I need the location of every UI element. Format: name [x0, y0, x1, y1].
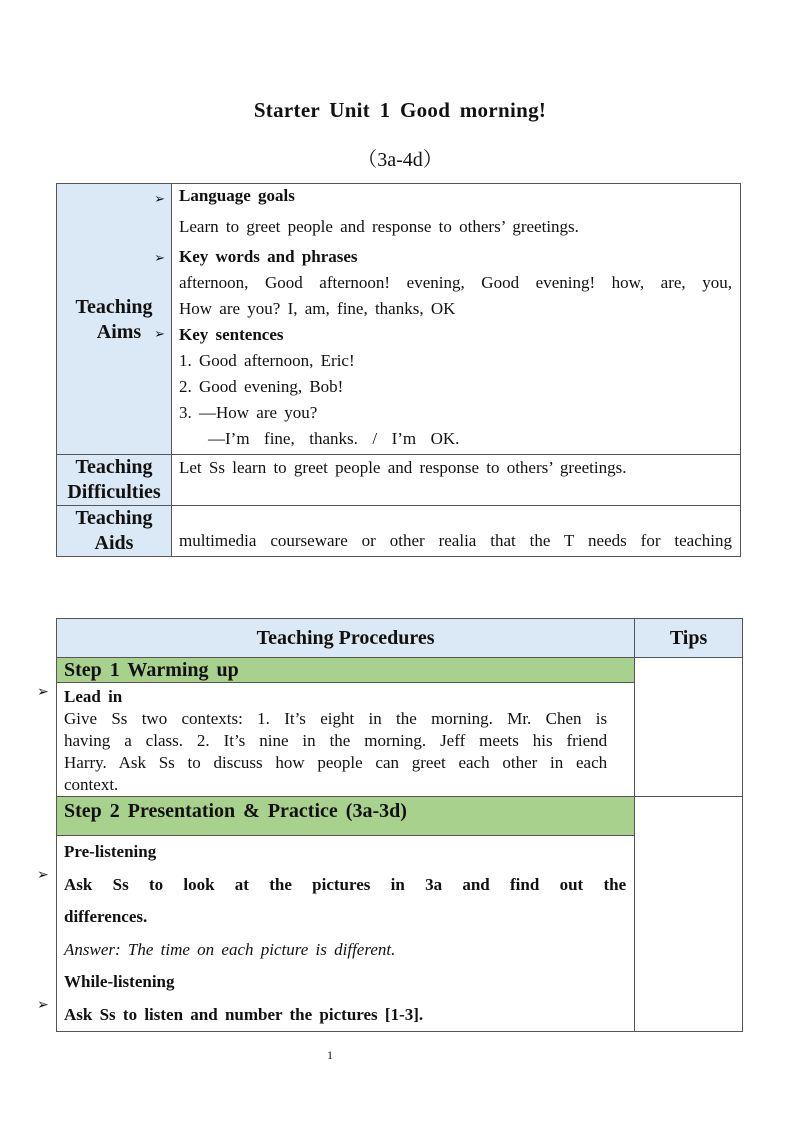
language-goals-heading: Language goals [179, 186, 295, 205]
bullet-arrow-icon: ➢ [37, 867, 49, 883]
key-words-heading: Key words and phrases [179, 247, 358, 266]
step2-title-row [57, 797, 743, 836]
procedures-heading: Teaching Procedures [57, 619, 635, 658]
language-goals-text: Learn to greet people and response to others’ greetings. [179, 217, 579, 236]
step2-title: Step 2 Presentation & Practice (3a-3d) [57, 797, 635, 836]
difficulties-text: Let Ss learn to greet people and response to others’ greetings. [179, 458, 627, 477]
sentence-line: —I’m fine, thanks. / I’m OK. [179, 429, 460, 448]
sentence-line: 3. —How are you? [179, 403, 318, 422]
aims-row [57, 184, 741, 455]
aims-label-cell [57, 184, 172, 455]
aims-content [172, 184, 741, 455]
step2-tips-cell [635, 797, 743, 1032]
step1-line: Give Ss two contexts: 1. It’s eight in the morning. Mr. Chen is [64, 709, 608, 728]
sentence-line: 2. Good evening, Bob! [179, 377, 344, 396]
step1-body [57, 683, 635, 797]
page-number: 1 [327, 1048, 333, 1062]
while-listening-heading: While-listening [64, 972, 175, 991]
key-words-line: How are you? I, am, fine, thanks, OK [179, 299, 456, 318]
step1-title: Step 1 Warming up [57, 658, 635, 683]
step1-line: Harry. Ask Ss to discuss how people can greet each other in each [64, 753, 608, 772]
step1-line: context. [64, 775, 119, 794]
key-words-line: afternoon, Good afternoon! evening, Good evening! how, are, you, [179, 273, 732, 292]
answer-line: Answer: The time on each picture is different. [64, 939, 396, 959]
step1-tips-cell [635, 658, 743, 797]
aims-label: Teaching Aims [75, 296, 153, 343]
step1-line: having a class. 2. It’s nine in the morning. Jeff meets his friend [64, 731, 608, 750]
aims-table [56, 183, 741, 557]
task-line: differences. [64, 907, 148, 926]
sentence-line: 1. Good afternoon, Eric! [179, 351, 355, 370]
aids-content [172, 506, 741, 557]
aids-label: Teaching Aids [57, 506, 172, 557]
procedures-table [56, 618, 743, 1032]
task-line: Ask Ss to listen and number the pictures [1-3]. [64, 1004, 424, 1024]
difficulties-label: Teaching Difficulties [57, 455, 172, 506]
bullet-arrow-icon: ➢ [37, 997, 49, 1013]
bullet-arrow-icon: ➢ [154, 192, 165, 207]
bullet-arrow-icon: ➢ [37, 684, 49, 700]
bullet-arrow-icon: ➢ [154, 251, 165, 266]
page-subtitle: （3a-4d） [357, 149, 443, 171]
aids-row [57, 506, 741, 557]
lead-in-heading: Lead in [64, 687, 123, 706]
difficulties-content [172, 455, 741, 506]
step1-title-row [57, 658, 743, 683]
tips-heading: Tips [635, 619, 743, 658]
difficulties-row [57, 455, 741, 506]
aids-text: multimedia courseware or other realia that the T needs for teaching [179, 531, 732, 550]
key-sentences-heading: Key sentences [179, 325, 284, 344]
step2-body [57, 836, 635, 1032]
page-title: Starter Unit 1 Good morning! [253, 98, 547, 122]
procedures-header-row [57, 619, 743, 658]
bullet-arrow-icon: ➢ [154, 327, 165, 342]
pre-listening-heading: Pre-listening [64, 842, 157, 861]
task-line: Ask Ss to look at the pictures in 3a and find out the [64, 874, 627, 894]
